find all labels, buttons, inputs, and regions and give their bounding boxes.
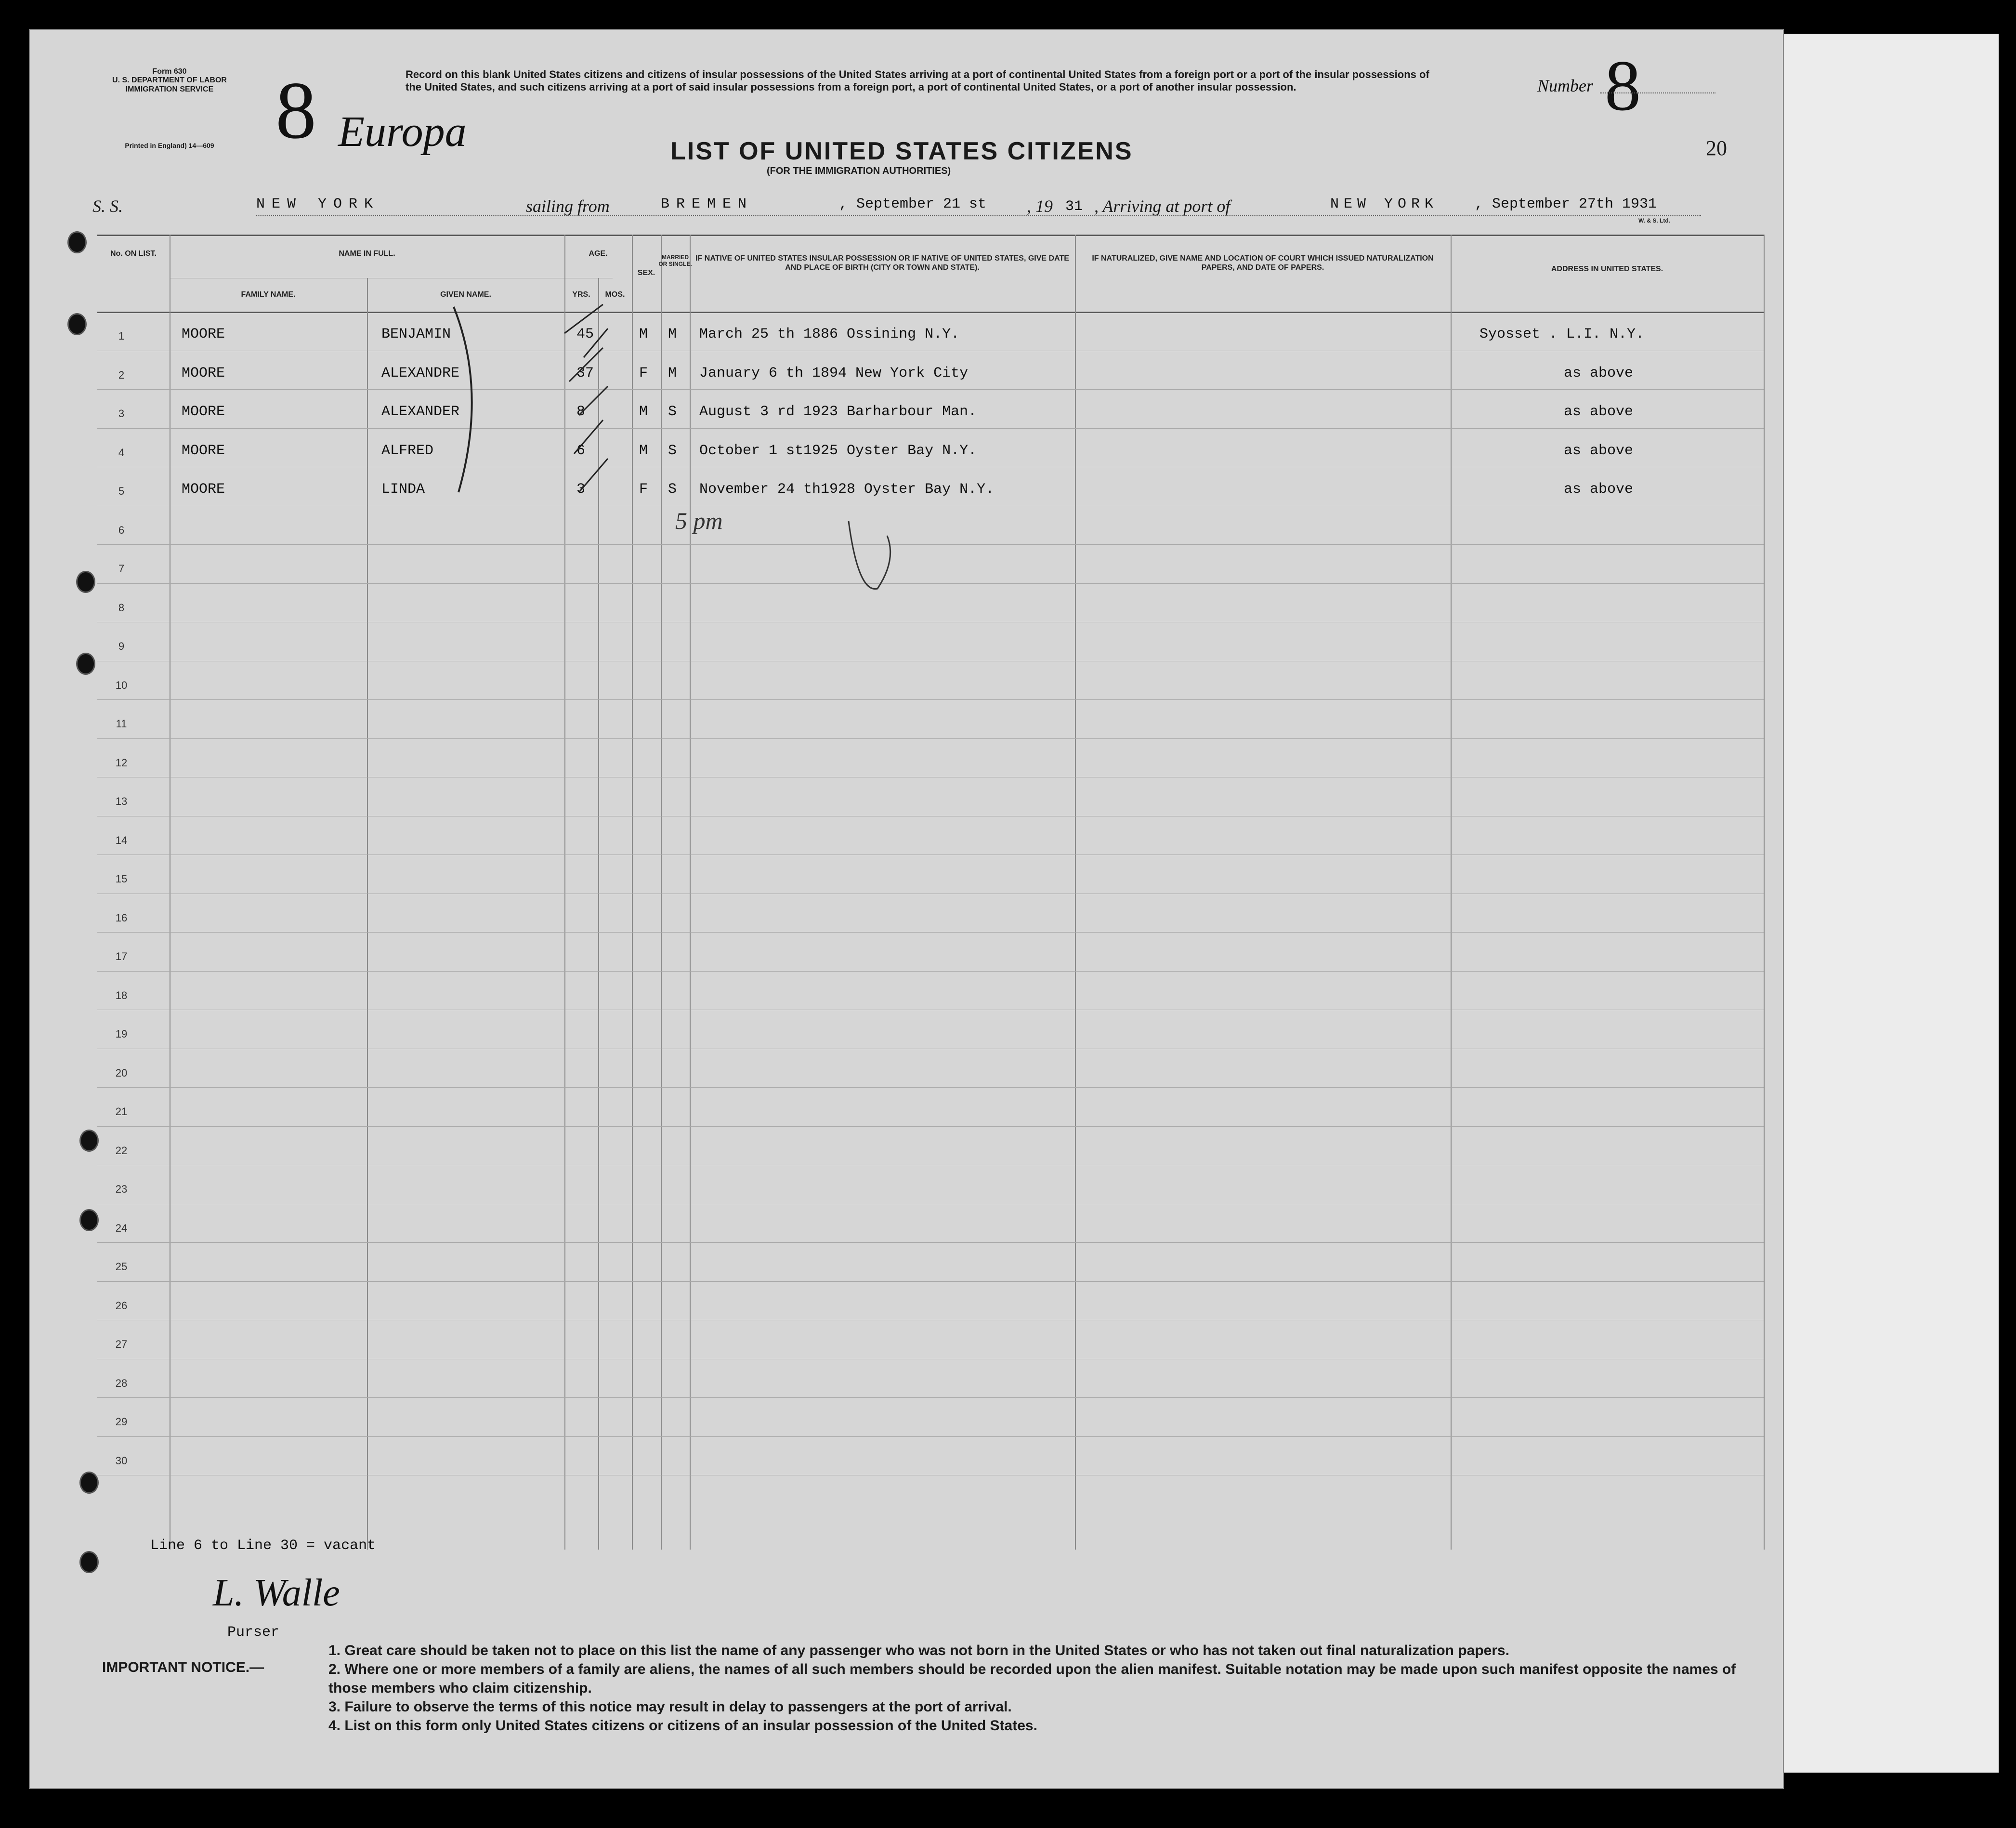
year-suffix: 31 [1065,198,1083,215]
notice-item: 4. List on this form only United States citizens or citizens of an insular possession of the United States. [328,1718,1037,1734]
row-rule [97,1281,1764,1282]
row-number: 22 [115,1144,128,1157]
row-number: 6 [118,524,125,536]
cell-sex: F [639,481,648,498]
row-number: 17 [115,950,128,962]
hdr-name-in-full: NAME IN FULL. [339,250,395,258]
form-header [102,67,237,94]
row-rule [97,1087,1764,1088]
row-number: 20 [115,1066,128,1079]
hdr-naturalized: IF NATURALIZED, GIVE NAME AND LOCATION OF COURT WHICH ISSUED NATURALIZATION PAPERS, AND DATE OF PAPERS. [1092,254,1434,272]
year-prefix: , 19 [1027,197,1053,216]
hdr-sex: SEX. [637,269,655,277]
row-number: 19 [115,1028,128,1040]
cell-age: 6 [576,442,586,459]
cell-family: MOORE [182,442,225,459]
row-number: 10 [115,679,128,691]
purser-signature: L. Walle [213,1572,340,1614]
row-rule [97,1242,1764,1243]
sailing-label: sailing from [526,197,610,216]
punch-hole [67,231,87,253]
notice-item: 1. Great care should be taken not to place on this list the name of any passenger who was not born in the United States or who has not taken out final naturalization papers. [328,1643,1510,1658]
cell-ms: S [668,481,677,498]
row-rule [97,1397,1764,1398]
cell-given: BENJAMIN [381,326,451,342]
notice-item: 2. Where one or more members of a family are aliens, the names of all such members should be recorded upon the alien manifest. Suitable notation may be made upon such manifest opposite the names of those members who claim citizenship. [328,1661,1736,1696]
row-number: 2 [118,368,125,381]
printed-note: Printed in England) 14—609 [125,142,214,149]
punch-hole [79,1130,99,1152]
cell-address: as above [1564,404,1634,420]
notice-list [328,1641,1764,1735]
col-divider [1075,235,1076,1550]
handwritten-number: 8 [275,65,316,156]
hdr-no-on-list: No. ON LIST. [110,250,157,258]
cell-address: as above [1564,442,1634,459]
cell-address: as above [1564,365,1634,381]
col-divider [661,235,662,1550]
row-number: 27 [115,1338,128,1350]
row-rule [97,583,1764,584]
row-number: 29 [115,1416,128,1428]
col-divider [564,235,565,1550]
row-number: 28 [115,1377,128,1389]
cell-ms: M [668,326,677,342]
row-rule [97,544,1764,545]
hdr-family-name: FAMILY NAME. [241,290,296,299]
cell-sex: F [639,365,648,381]
cell-birth: March 25 th 1886 Ossining N.Y. [699,326,960,342]
row-rule [97,932,1764,933]
row-number: 30 [115,1454,128,1467]
cell-address: Syosset . L.I. N.Y. [1479,326,1645,342]
ss-underline [256,215,1701,216]
row-rule [97,1126,1764,1127]
hdr-given-name: GIVEN NAME. [440,290,491,299]
cell-birth: August 3 rd 1923 Barharbour Man. [699,404,977,420]
cell-sex: M [639,326,648,342]
number-value: 8 [1605,46,1641,126]
form-number: Form 630 [152,67,187,76]
row-number: 25 [115,1261,128,1273]
cell-sex: M [639,404,648,420]
row-number: 13 [115,795,128,807]
punch-hole [76,653,95,675]
arriving-label: , Arriving at port of [1094,197,1231,216]
number-underline [1600,92,1715,93]
cell-family: MOORE [182,326,225,342]
row-number: 3 [118,408,125,420]
inspector-annotation: 5 pm [675,507,723,534]
manifest-sheet [29,29,1784,1789]
notice-heading: IMPORTANT NOTICE.— [102,1659,264,1675]
punch-hole [79,1472,99,1494]
header-top-rule [97,235,1764,236]
page-subtitle: (FOR THE IMMIGRATION AUTHORITIES) [767,166,951,176]
hdr-birth: IF NATIVE OF UNITED STATES INSULAR POSSESSION OR IF NATIVE OF UNITED STATES, GIVE DATE AND PLACE OF BIRTH (CITY OR TOWN AND STATE). [695,254,1069,272]
punch-hole [79,1209,99,1231]
cell-family: MOORE [182,404,225,420]
arrive-date: , September 27th 1931 [1475,196,1657,212]
manifest-table [97,235,1783,1559]
row-number: 21 [115,1105,128,1118]
punch-hole [79,1551,99,1573]
cell-family: MOORE [182,365,225,381]
punch-hole [76,571,95,593]
port-from: BREMEN [661,196,754,212]
cell-birth: November 24 th1928 Oyster Bay N.Y. [699,481,995,498]
printer-mark: W. & S. Ltd. [1638,217,1670,224]
cell-given: ALFRED [381,442,434,459]
purser-label: Purser [227,1624,280,1641]
row-number: 1 [118,330,125,342]
row-number: 26 [115,1299,128,1312]
cell-sex: M [639,442,648,459]
dept-name: U. S. DEPARTMENT OF LABOR [112,76,227,85]
cell-birth: October 1 st1925 Oyster Bay N.Y. [699,442,977,459]
row-rule [97,738,1764,739]
cell-age: 45 [576,326,594,342]
punch-hole [67,313,87,335]
row-rule [97,389,1764,390]
cell-ms: S [668,404,677,420]
cell-age: 8 [576,404,586,420]
hdr-age: AGE. [589,250,608,258]
cell-ms: S [668,442,677,459]
cell-ms: M [668,365,677,381]
row-number: 12 [115,756,128,769]
row-number: 9 [118,640,125,652]
record-instructions: Record on this blank United States citizens and citizens of insular possessions of the United States arriving at a port of continental United States from a foreign port or a port of the insular possessions of the United States, and such citizens arriving at a port of said insular possessions from a foreign port, a port of continental United States, or a port of another insular possession. [406,68,1429,93]
service-name: IMMIGRATION SERVICE [125,85,214,93]
cell-address: as above [1564,481,1634,498]
ss-label: S. S. [92,197,123,216]
row-rule [97,428,1764,429]
row-number: 4 [118,446,125,459]
row-number: 24 [115,1222,128,1234]
hdr-address: ADDRESS IN UNITED STATES. [1551,265,1663,273]
row-number: 18 [115,989,128,1001]
cell-family: MOORE [182,481,225,498]
number-label: Number [1537,76,1593,95]
row-number: 23 [115,1183,128,1195]
row-number: 16 [115,911,128,924]
col-divider [1451,235,1452,1550]
cell-birth: January 6 th 1894 New York City [699,365,969,381]
row-rule [97,699,1764,700]
cell-given: ALEXANDRE [381,365,460,381]
hdr-mos: MOS. [605,290,625,299]
cell-given: LINDA [381,481,425,498]
row-rule [97,1436,1764,1437]
vacant-note: Line 6 to Line 30 = vacant [150,1538,376,1554]
row-number: 14 [115,834,128,846]
handwritten-ship-name: Europa [338,108,467,156]
page-title: LIST OF UNITED STATES CITIZENS [670,137,1133,165]
header-bottom-rule [97,312,1764,313]
row-rule [97,971,1764,972]
row-number: 8 [118,601,125,614]
col-divider [1764,235,1765,1550]
row-number: 7 [118,563,125,575]
hdr-married-single: MARRIED OR SINGLE. [658,254,692,268]
cell-age: 37 [576,365,594,381]
col-divider [632,235,633,1550]
ship-name: NEW YORK [256,196,380,212]
row-number: 15 [115,873,128,885]
port-to: NEW YORK [1330,196,1439,212]
notice-item: 3. Failure to observe the terms of this notice may result in delay to passengers at the port of arrival. [328,1699,1012,1715]
cell-given: ALEXANDER [381,404,460,420]
col-divider [690,235,691,1550]
hdr-yrs: YRS. [572,290,590,299]
page-number: 20 [1706,136,1727,160]
row-number: 5 [118,485,125,497]
depart-date: , September 21 st [839,196,987,212]
cell-age: 3 [576,481,586,498]
row-number: 11 [116,718,127,730]
